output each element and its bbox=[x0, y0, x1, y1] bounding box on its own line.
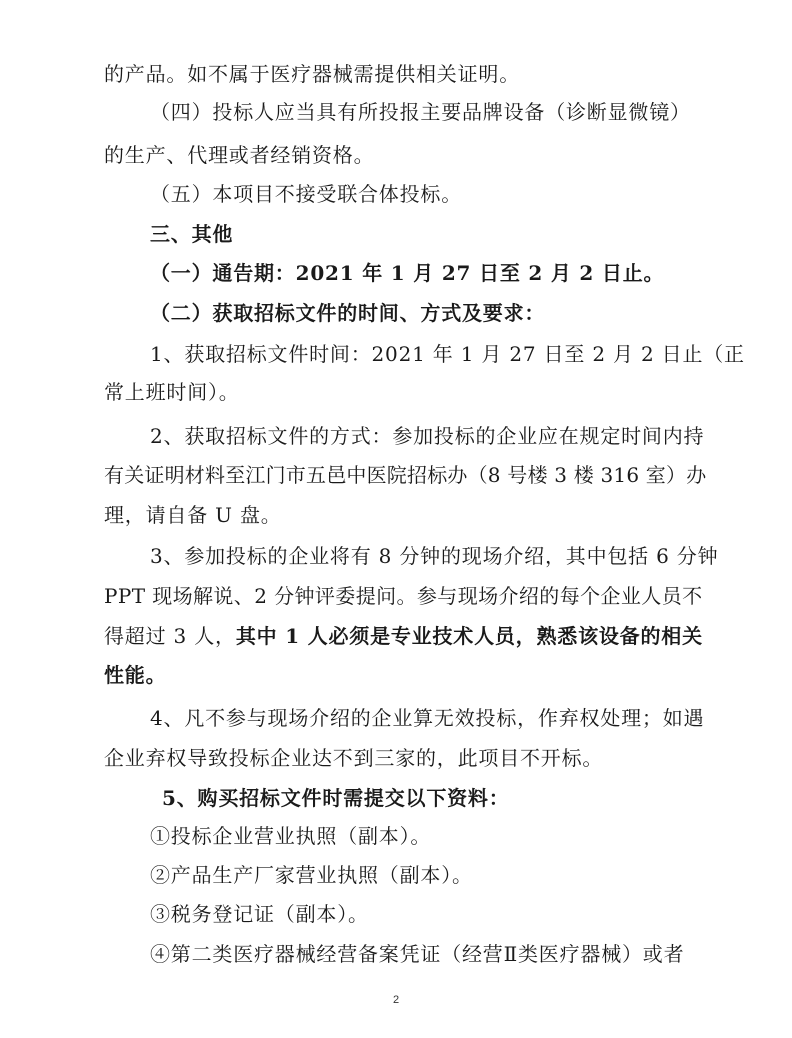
subsection-heading: （二）获取招标文件的时间、方式及要求： bbox=[150, 301, 546, 325]
text-line: 1、获取招标文件时间：2021 年 1 月 27 日至 2 月 2 日止（正 bbox=[150, 342, 745, 366]
page-number: 2 bbox=[392, 994, 400, 1006]
text-line: ②产品生产厂家营业执照（副本）。 bbox=[150, 863, 473, 887]
text-line: ④第二类医疗器械经营备案凭证（经营Ⅱ类医疗器械）或者 bbox=[150, 942, 685, 966]
text-line: ③税务登记证（副本）。 bbox=[150, 902, 369, 926]
section-heading: 三、其他 bbox=[150, 222, 234, 246]
text-line: ①投标企业营业执照（副本）。 bbox=[150, 824, 432, 848]
text-line: 有关证明材料至江门市五邑中医院招标办（8 号楼 3 楼 316 室）办 bbox=[104, 463, 707, 487]
text-line: 理，请自备 U 盘。 bbox=[104, 503, 282, 527]
text-segment: 得超过 3 人， bbox=[104, 624, 236, 648]
text-line: 性能。 bbox=[104, 663, 167, 687]
text-line: 3、参加投标的企业将有 8 分钟的现场介绍，其中包括 6 分钟 bbox=[150, 544, 719, 568]
text-line: 企业弃权导致投标企业达不到三家的，此项目不开标。 bbox=[104, 746, 604, 770]
text-line: （四）投标人应当具有所投报主要品牌设备（诊断显微镜） bbox=[150, 100, 691, 124]
text-line: （五）本项目不接受联合体投标。 bbox=[150, 182, 462, 206]
bold-text-segment: 其中 1 人必须是专业技术人员，熟悉该设备的相关 bbox=[235, 624, 703, 648]
text-line: 的生产、代理或者经销资格。 bbox=[104, 143, 375, 167]
text-line bbox=[0, 621, 792, 651]
text-line: 的产品。如不属于医疗器械需提供相关证明。 bbox=[104, 62, 520, 86]
text-line: 常上班时间）。 bbox=[104, 380, 240, 404]
text-line: 2、获取招标文件的方式：参加投标的企业应在规定时间内持 bbox=[150, 424, 705, 448]
text-line: 4、凡不参与现场介绍的企业算无效投标，作弃权处理；如遇 bbox=[150, 706, 705, 730]
subsection-heading: （一）通告期：2021 年 1 月 27 日至 2 月 2 日止。 bbox=[150, 261, 665, 285]
text-line: PPT 现场解说、2 分钟评委提问。参与现场介绍的每个企业人员不 bbox=[104, 584, 703, 608]
subsection-heading: 5、购买招标文件时需提交以下资料： bbox=[162, 786, 510, 810]
